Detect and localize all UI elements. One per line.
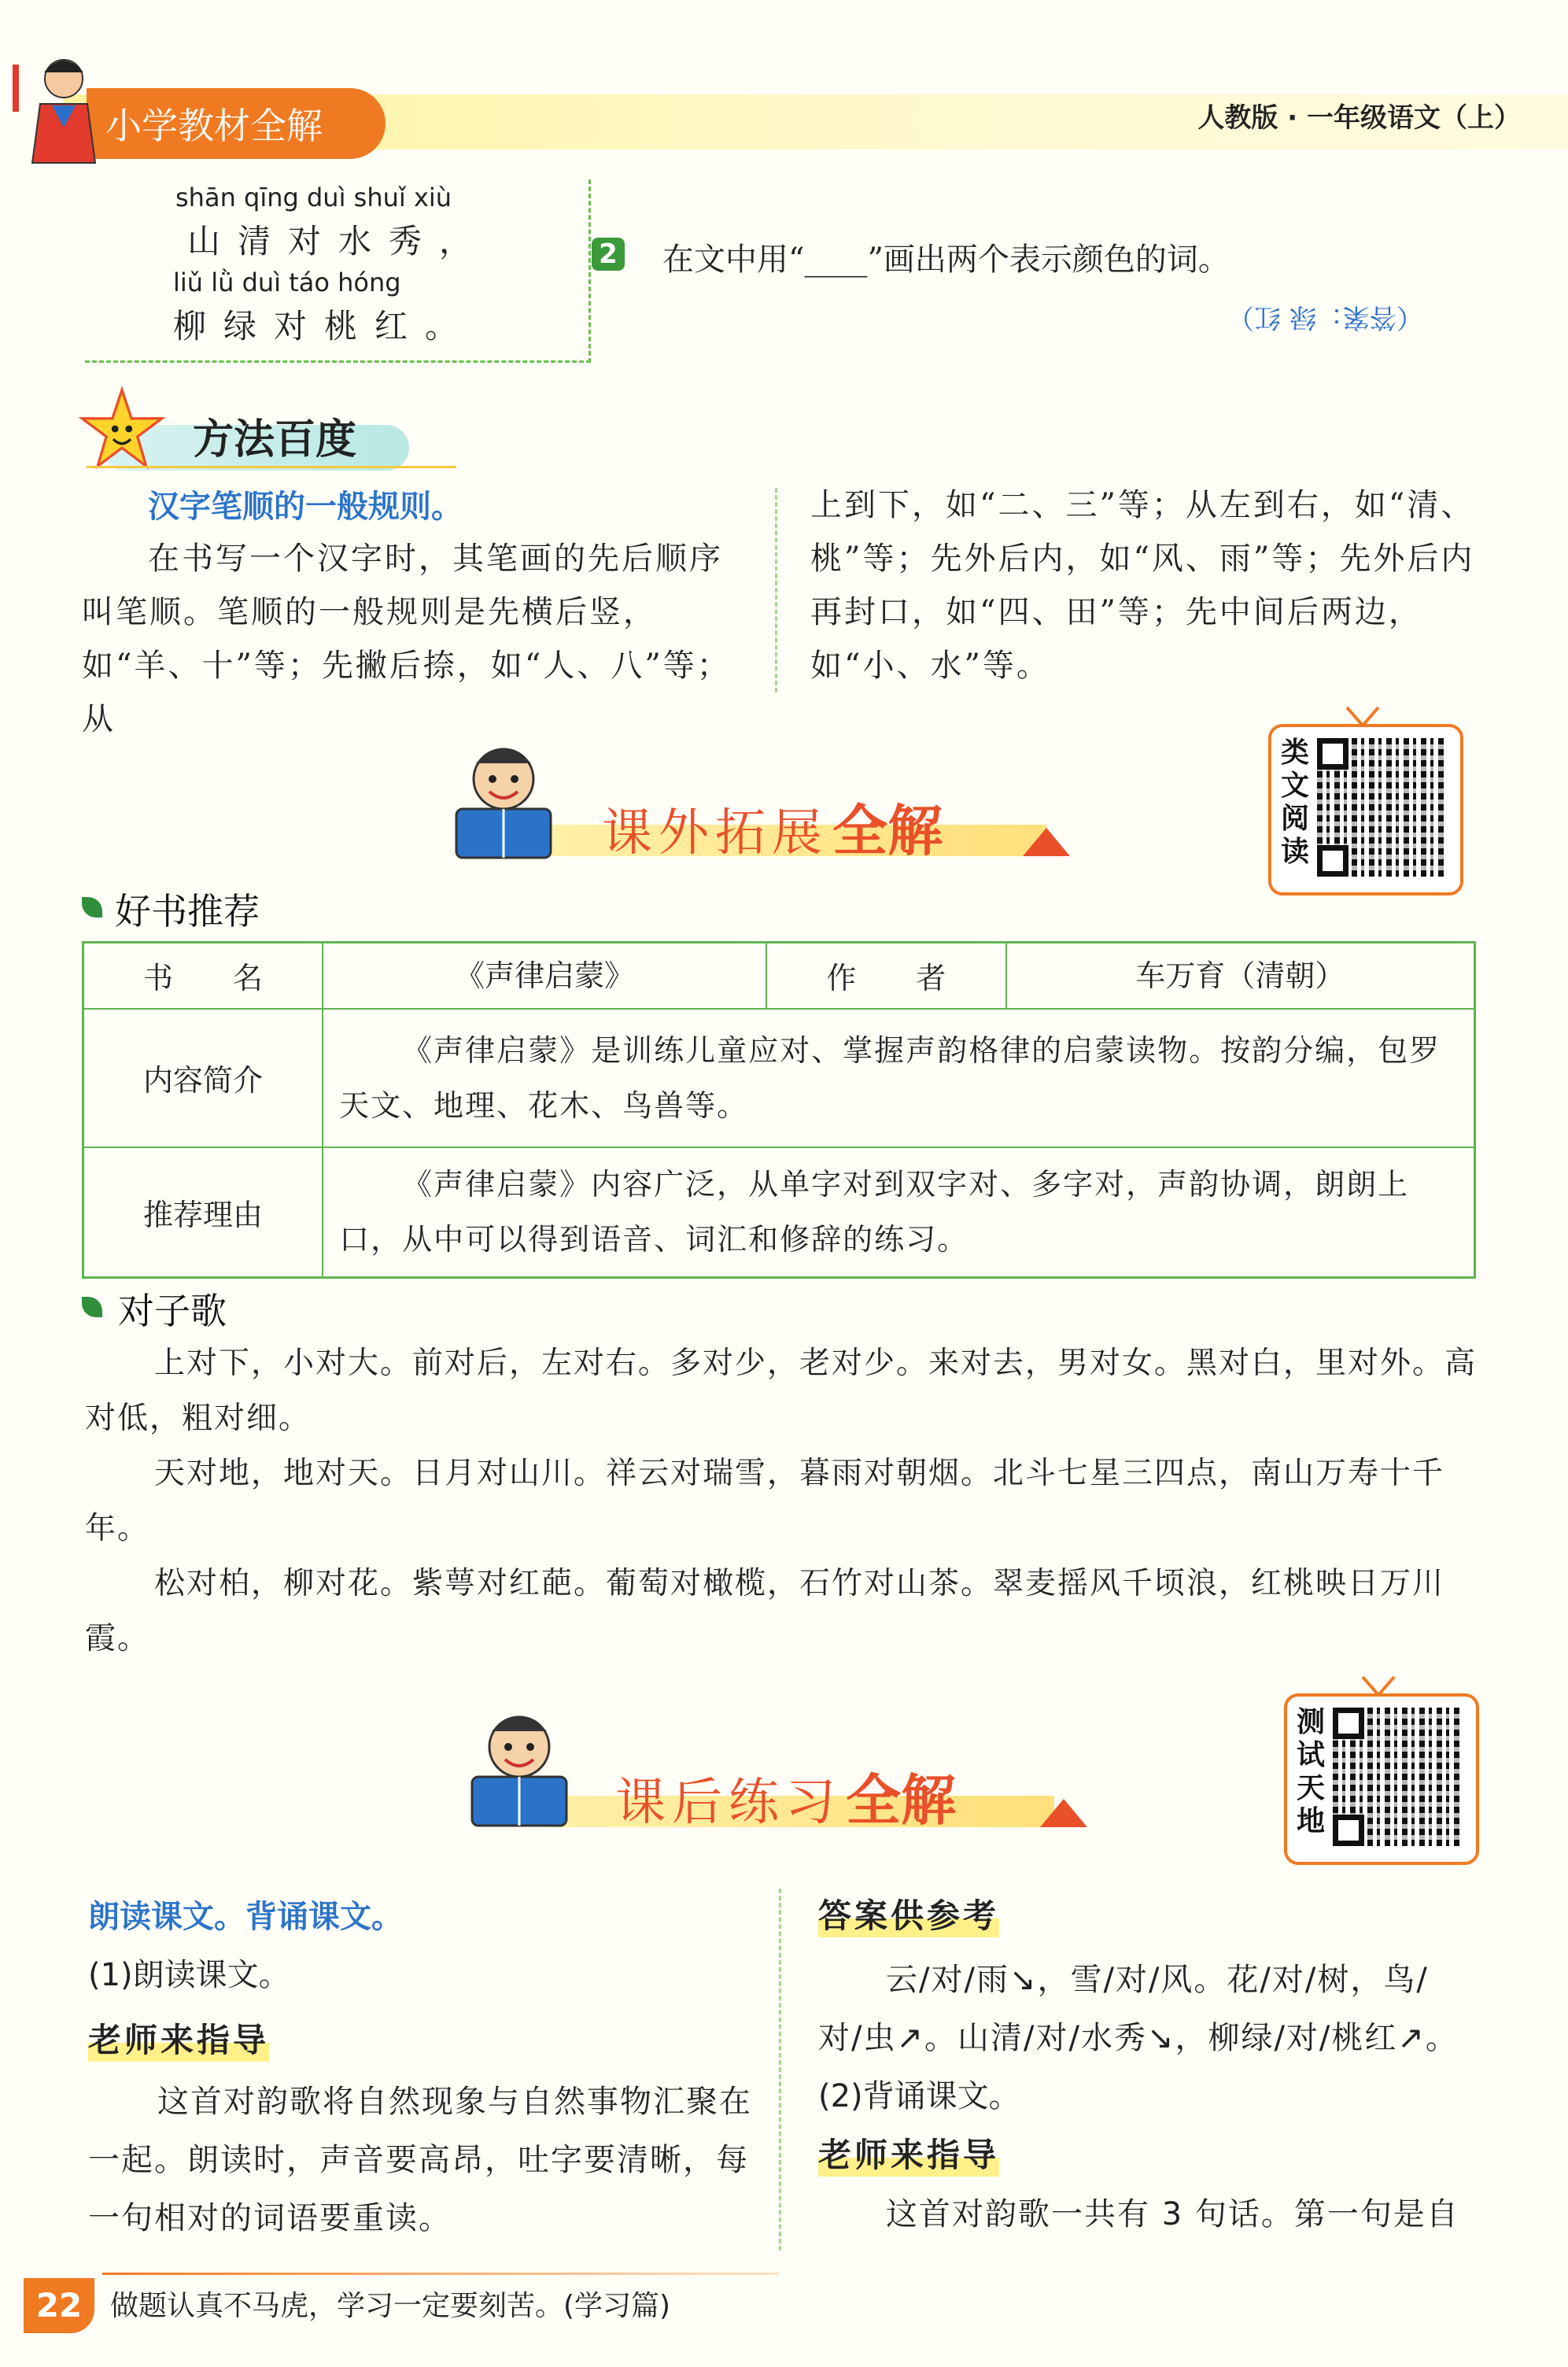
exercise-banner-bold: 全解 xyxy=(846,1768,957,1833)
exercise-task: 朗读课文。背诵课文。 xyxy=(88,1899,403,1935)
extension-banner-title xyxy=(602,787,943,866)
song-paragraph-3: 松对柏，柳对花。紫萼对红葩。葡萄对橄榄，石竹对山茶。翠麦摇风千顷浪，红桃映日万川霞。 xyxy=(85,1566,1445,1656)
book-heading: 好书推荐 xyxy=(115,890,260,932)
page-number: 22 xyxy=(24,2278,94,2333)
tv-label: 测试天地 xyxy=(1297,1706,1326,1837)
teacher-guide-text: 这首对韵歌将自然现象与自然事物汇聚在一起。朗读时，声音要高昂，吐字要清晰，每一句相对的词语要重读。 xyxy=(88,2084,752,2236)
method-right-text: 上到下，如“二、三”等；从左到右，如“清、桃”等；先外后内，如“风、雨”等；先外后内再封口，如“四、田”等；先中间后两边，如“小、水”等。 xyxy=(810,487,1475,684)
book-name-key: 书 名 xyxy=(83,943,323,1009)
question-number: 2 xyxy=(592,238,625,271)
song-heading: 对子歌 xyxy=(118,1290,227,1332)
banner-triangle xyxy=(1040,1799,1087,1827)
teacher-guide-heading: 老师来指导 xyxy=(88,2014,269,2062)
footer-motto: 做题认真不马虎，学习一定要刻苦。(学习篇) xyxy=(110,2290,671,2322)
author-key: 作 者 xyxy=(766,943,1006,1009)
qr-tv-class-reading[interactable] xyxy=(1268,724,1463,895)
question-text: 在文中用“____”画出两个表示颜色的词。 xyxy=(662,242,1230,278)
qr-tv-test[interactable] xyxy=(1284,1693,1479,1865)
column-divider xyxy=(779,1889,781,2251)
footer-line xyxy=(102,2273,779,2275)
book-reason: 《声律启蒙》内容广泛，从单字对到双字对、多字对，声韵协调，朗朗上口，从中可以得到语音、词汇和修辞的练习。 xyxy=(323,1147,1474,1278)
book-author: 车万育（清朝） xyxy=(1006,943,1475,1009)
method-heading: 汉字笔顺的一般规则。 xyxy=(148,489,463,525)
poem-line1-pinyin: shān qīng duì shuǐ xiù xyxy=(175,183,452,212)
summary-key: 内容简介 xyxy=(83,1009,323,1147)
answer-line-2: 对/虫↗。山清/对/水秀↘，柳绿/对/桃红↗。 xyxy=(818,2020,1459,2056)
reason-key: 推荐理由 xyxy=(83,1147,323,1278)
teacher-guide-heading-2: 老师来指导 xyxy=(818,2129,999,2177)
leaf-icon xyxy=(82,1297,102,1317)
column-divider xyxy=(775,488,777,692)
method-left-text: 在书写一个汉字时，其笔画的先后顺序叫笔顺。笔顺的一般规则是先横后竖，如“羊、十”等；先撇后捺，如“人、八”等；从 xyxy=(82,541,731,737)
header-title: 小学教材全解 xyxy=(87,88,386,159)
qr-code-icon[interactable] xyxy=(1317,738,1448,877)
poem-box xyxy=(85,179,591,363)
answer-line-1: 云/对/雨↘，雪/对/风。花/对/树，鸟/ xyxy=(886,1962,1429,1998)
exercise-banner-normal: 课后练习 xyxy=(615,1774,842,1832)
reading-kid-icon xyxy=(441,740,566,866)
tv-antenna-icon xyxy=(1339,703,1386,727)
poem-line2-pinyin: liǔ lǜ duì táo hóng xyxy=(173,268,401,297)
header-edition: 人教版 · 一年级语文（上） xyxy=(1197,102,1521,134)
extension-banner-normal: 课外拓展 xyxy=(602,804,828,862)
song-paragraph-2: 天对地，地对天。日月对山川。祥云对瑞雪，暮雨对朝烟。北斗七星三四点，南山万寿十千年。 xyxy=(85,1456,1445,1546)
mascot-icon xyxy=(5,49,115,167)
extension-banner-bold: 全解 xyxy=(832,799,943,863)
method-title: 方法百度 xyxy=(193,416,357,463)
book-table xyxy=(82,941,1476,1279)
teacher-guide-text-2: 这首对韵歌一共有 3 句话。第一句是自 xyxy=(886,2196,1459,2232)
tv-label: 类文阅读 xyxy=(1281,737,1310,868)
book-name: 《声律启蒙》 xyxy=(323,943,766,1009)
book-summary: 《声律启蒙》是训练儿童应对、掌握声韵格律的启蒙读物。按韵分编，包罗天文、地理、花木、鸟兽等。 xyxy=(323,1009,1474,1147)
star-icon xyxy=(79,386,165,472)
leaf-icon xyxy=(82,897,102,918)
method-underline xyxy=(87,466,456,468)
question-answer: （答案：绿 红） xyxy=(1227,301,1423,333)
exercise-banner-title xyxy=(615,1756,956,1836)
qr-code-icon[interactable] xyxy=(1333,1708,1463,1846)
poem-line1: 山清对水秀， xyxy=(187,222,490,260)
reading-kid-icon xyxy=(456,1708,582,1833)
exercise-sub2: (2)背诵课文。 xyxy=(818,2078,1020,2114)
exercise-sub1: (1)朗读课文。 xyxy=(88,1957,290,1993)
tv-antenna-icon xyxy=(1355,1673,1402,1697)
answer-heading: 答案供参考 xyxy=(818,1890,999,1937)
poem-line2: 柳绿对桃红。 xyxy=(173,307,476,345)
song-paragraph-1: 上对下，小对大。前对后，左对右。多对少，老对少。来对去，男对女。黑对白，里对外。高对低，粗对细。 xyxy=(85,1346,1478,1436)
banner-triangle xyxy=(1023,828,1070,856)
